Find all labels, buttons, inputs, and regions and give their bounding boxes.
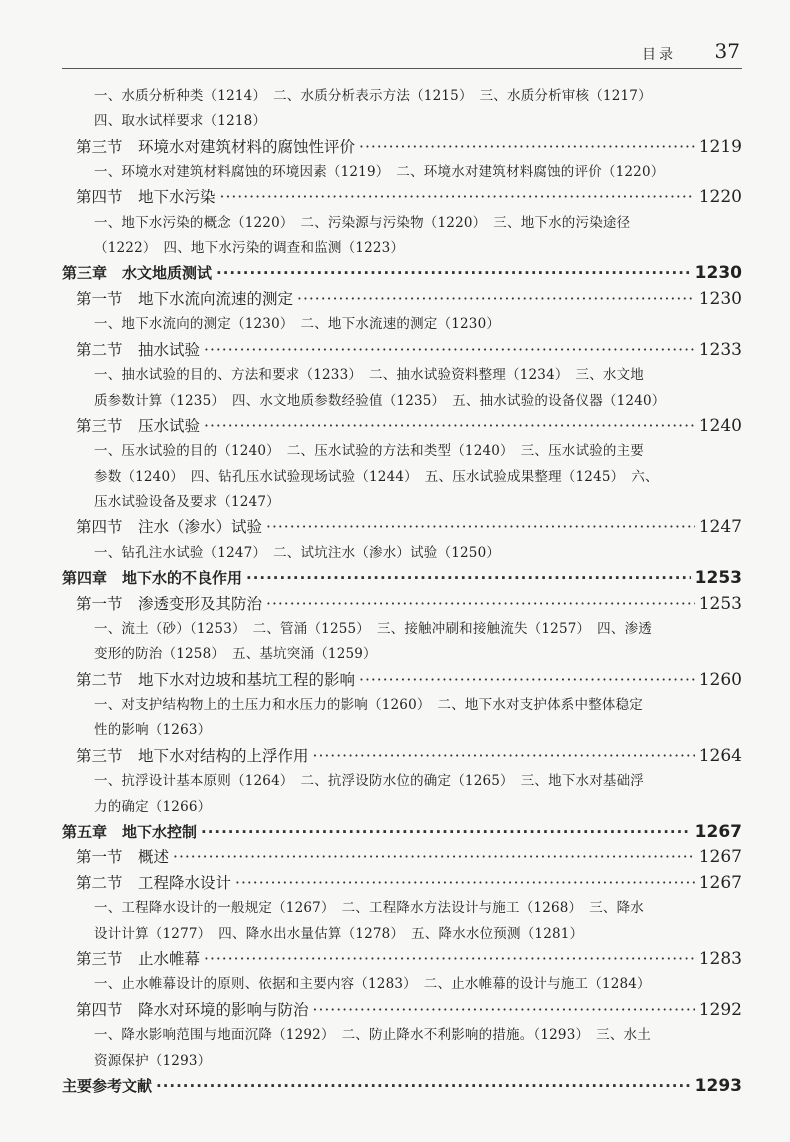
- toc-section-entry[interactable]: [62, 592, 742, 618]
- toc-chapter-entry[interactable]: [62, 566, 742, 592]
- toc-entry-page: 1293: [694, 1075, 742, 1096]
- toc-subentry-line: 性的影响（1263）: [94, 722, 212, 739]
- toc-subentries: [62, 363, 742, 414]
- toc-entry-page: 1220: [698, 187, 742, 208]
- toc-entry-title: 第一节 概述: [76, 848, 170, 867]
- toc-entry-page: 1233: [698, 339, 742, 360]
- dot-leader: [204, 947, 695, 973]
- toc-entry-title: 第四节 地下水污染: [76, 188, 216, 207]
- toc-entry-title: 第三节 环境水对建筑材料的腐蚀性评价: [76, 137, 356, 156]
- toc-subentries: [62, 1023, 742, 1074]
- toc-entry-title: 第一节 地下水流向流速的测定: [76, 289, 294, 308]
- dot-leader: [220, 185, 695, 211]
- toc-subentry-line: （1222） 四、地下水污染的调查和监测（1223）: [94, 240, 405, 257]
- toc-entry-title: 第一节 渗透变形及其防治: [76, 594, 263, 613]
- toc-section-entry[interactable]: [62, 414, 742, 440]
- toc-subentry-line: 一、地下水污染的概念（1220） 二、污染源与污染物（1220） 三、地下水的污染途径: [94, 214, 631, 231]
- dot-leader: [359, 135, 695, 161]
- dot-leader: [246, 566, 691, 592]
- toc-subentries: [62, 972, 742, 997]
- toc-subentry-line: 力的确定（1266）: [94, 798, 212, 815]
- toc-subentries: [62, 84, 742, 135]
- table-of-contents: [62, 84, 742, 1099]
- toc-subentries: [62, 312, 742, 337]
- dot-leader: [266, 592, 695, 618]
- toc-entry-page: 1264: [698, 745, 742, 766]
- toc-entry-title: 第五章 地下水控制: [62, 822, 198, 841]
- toc-entry-page: 1253: [698, 593, 742, 614]
- toc-entry-page: 1219: [698, 136, 742, 157]
- toc-section-entry[interactable]: [62, 515, 742, 541]
- toc-entry-page: 1260: [698, 669, 742, 690]
- toc-subentry-line: 质参数计算（1235） 四、水文地质参数经验值（1235） 五、抽水试验的设备仪器（1240）: [94, 392, 666, 409]
- dot-leader: [156, 1074, 691, 1100]
- toc-subentry-line: 一、流土（砂）（1253） 二、管涌（1255） 三、接触冲刷和接触流失（1257） 四、渗透: [94, 621, 652, 638]
- dot-leader: [204, 414, 695, 440]
- toc-section-entry[interactable]: [62, 998, 742, 1024]
- toc-section-entry[interactable]: [62, 135, 742, 161]
- toc-entry-page: 1230: [698, 288, 742, 309]
- dot-leader: [297, 287, 695, 313]
- toc-chapter-entry[interactable]: [62, 820, 742, 846]
- toc-entry-page: 1230: [694, 263, 742, 284]
- header-label: 目录: [642, 47, 676, 63]
- toc-entry-page: 1283: [698, 948, 742, 969]
- toc-section-entry[interactable]: [62, 947, 742, 973]
- toc-section-entry[interactable]: [62, 744, 742, 770]
- toc-entry-page: 1267: [694, 821, 742, 842]
- dot-leader: [313, 998, 695, 1024]
- toc-section-entry[interactable]: [62, 871, 742, 897]
- toc-entry-page: 1240: [698, 415, 742, 436]
- toc-subentries: [62, 160, 742, 185]
- toc-entry-title: 第三节 压水试验: [76, 416, 201, 435]
- toc-subentry-line: 一、水质分析种类（1214） 二、水质分析表示方法（1215） 三、水质分析审核（1217）: [94, 88, 652, 104]
- toc-subentries: [62, 439, 742, 515]
- dot-leader: [313, 744, 695, 770]
- dot-leader: [216, 261, 691, 287]
- dot-leader: [201, 820, 691, 846]
- dot-leader: [266, 515, 695, 541]
- toc-subentry-line: 压水试验设备及要求（1247）: [94, 493, 280, 510]
- page-header: [62, 36, 742, 69]
- toc-entry-title: 第三节 地下水对结构的上浮作用: [76, 746, 309, 765]
- toc-entry-title: 第四节 降水对环境的影响与防治: [76, 1000, 309, 1019]
- toc-entry-page: 1292: [698, 999, 742, 1020]
- toc-subentry-line: 一、对支护结构物上的土压力和水压力的影响（1260） 二、地下水对支护体系中整体稳定: [94, 697, 644, 714]
- toc-entry-title: 第二节 工程降水设计: [76, 873, 232, 892]
- toc-entry-title: 第四章 地下水的不良作用: [62, 569, 243, 588]
- toc-subentry-line: 一、压水试验的目的（1240） 二、压水试验的方法和类型（1240） 三、压水试验的主要: [94, 443, 645, 460]
- toc-subentry-line: 设计计算（1277） 四、降水出水量估算（1278） 五、降水水位预测（1281）: [94, 925, 584, 942]
- toc-subentry-line: 变形的防治（1258） 五、基坑突涌（1259）: [94, 646, 377, 663]
- dot-leader: [235, 871, 695, 897]
- toc-subentry-line: 一、地下水流向的测定（1230） 二、地下水流速的测定（1230）: [94, 316, 501, 333]
- header-page-number: 37: [714, 39, 740, 63]
- toc-chapter-entry[interactable]: [62, 261, 742, 287]
- toc-chapter-entry[interactable]: [62, 1074, 742, 1100]
- toc-subentries: [62, 896, 742, 947]
- toc-entry-title: 第四节 注水（渗水）试验: [76, 518, 263, 537]
- toc-section-entry[interactable]: [62, 287, 742, 313]
- toc-subentry-line: 资源保护（1293）: [94, 1052, 212, 1069]
- toc-subentry-line: 参数（1240） 四、钻孔压水试验现场试验（1244） 五、压水试验成果整理（1245） 六、: [94, 468, 659, 485]
- toc-subentry-line: 一、抗浮设计基本原则（1264） 二、抗浮设防水位的确定（1265） 三、地下水对基础浮: [94, 773, 645, 790]
- dot-leader: [173, 845, 695, 871]
- dot-leader: [204, 338, 695, 364]
- toc-entry-page: 1253: [694, 568, 742, 589]
- toc-subentry-line: 一、钻孔注水试验（1247） 二、试坑注水（渗水）试验（1250）: [94, 544, 501, 561]
- toc-section-entry[interactable]: [62, 185, 742, 211]
- dot-leader: [359, 668, 695, 694]
- toc-subentries: [62, 769, 742, 820]
- toc-subentry-line: 四、取水试样要求（1218）: [94, 113, 267, 130]
- toc-entry-page: 1267: [698, 872, 742, 893]
- toc-subentries: [62, 211, 742, 262]
- toc-entry-title: 第三节 止水帷幕: [76, 949, 201, 968]
- toc-subentries: [62, 541, 742, 566]
- toc-subentry-line: 一、降水影响范围与地面沉降（1292） 二、防止降水不利影响的措施。（1293） 三、水土: [94, 1027, 651, 1044]
- toc-subentries: [62, 693, 742, 744]
- toc-subentry-line: 一、止水帷幕设计的原则、依据和主要内容（1283） 二、止水帷幕的设计与施工（1284）: [94, 976, 651, 993]
- toc-entry-title: 第二节 地下水对边坡和基坑工程的影响: [76, 670, 356, 689]
- toc-entry-page: 1247: [698, 517, 742, 538]
- toc-entry-title: 主要参考文献: [62, 1076, 153, 1095]
- toc-subentry-line: 一、工程降水设计的一般规定（1267） 二、工程降水方法设计与施工（1268） 三、降水: [94, 900, 645, 917]
- toc-subentry-line: 一、环境水对建筑材料腐蚀的环境因素（1219） 二、环境水对建筑材料腐蚀的评价（1220）: [94, 164, 665, 181]
- toc-section-entry[interactable]: [62, 845, 742, 871]
- toc-section-entry[interactable]: [62, 338, 742, 364]
- toc-entry-title: 第三章 水文地质测试: [62, 264, 213, 283]
- toc-entry-page: 1267: [698, 847, 742, 868]
- toc-entry-title: 第二节 抽水试验: [76, 340, 201, 359]
- toc-subentries: [62, 617, 742, 668]
- toc-section-entry[interactable]: [62, 668, 742, 694]
- toc-subentry-line: 一、抽水试验的目的、方法和要求（1233） 二、抽水试验资料整理（1234） 三、水文地: [94, 367, 645, 384]
